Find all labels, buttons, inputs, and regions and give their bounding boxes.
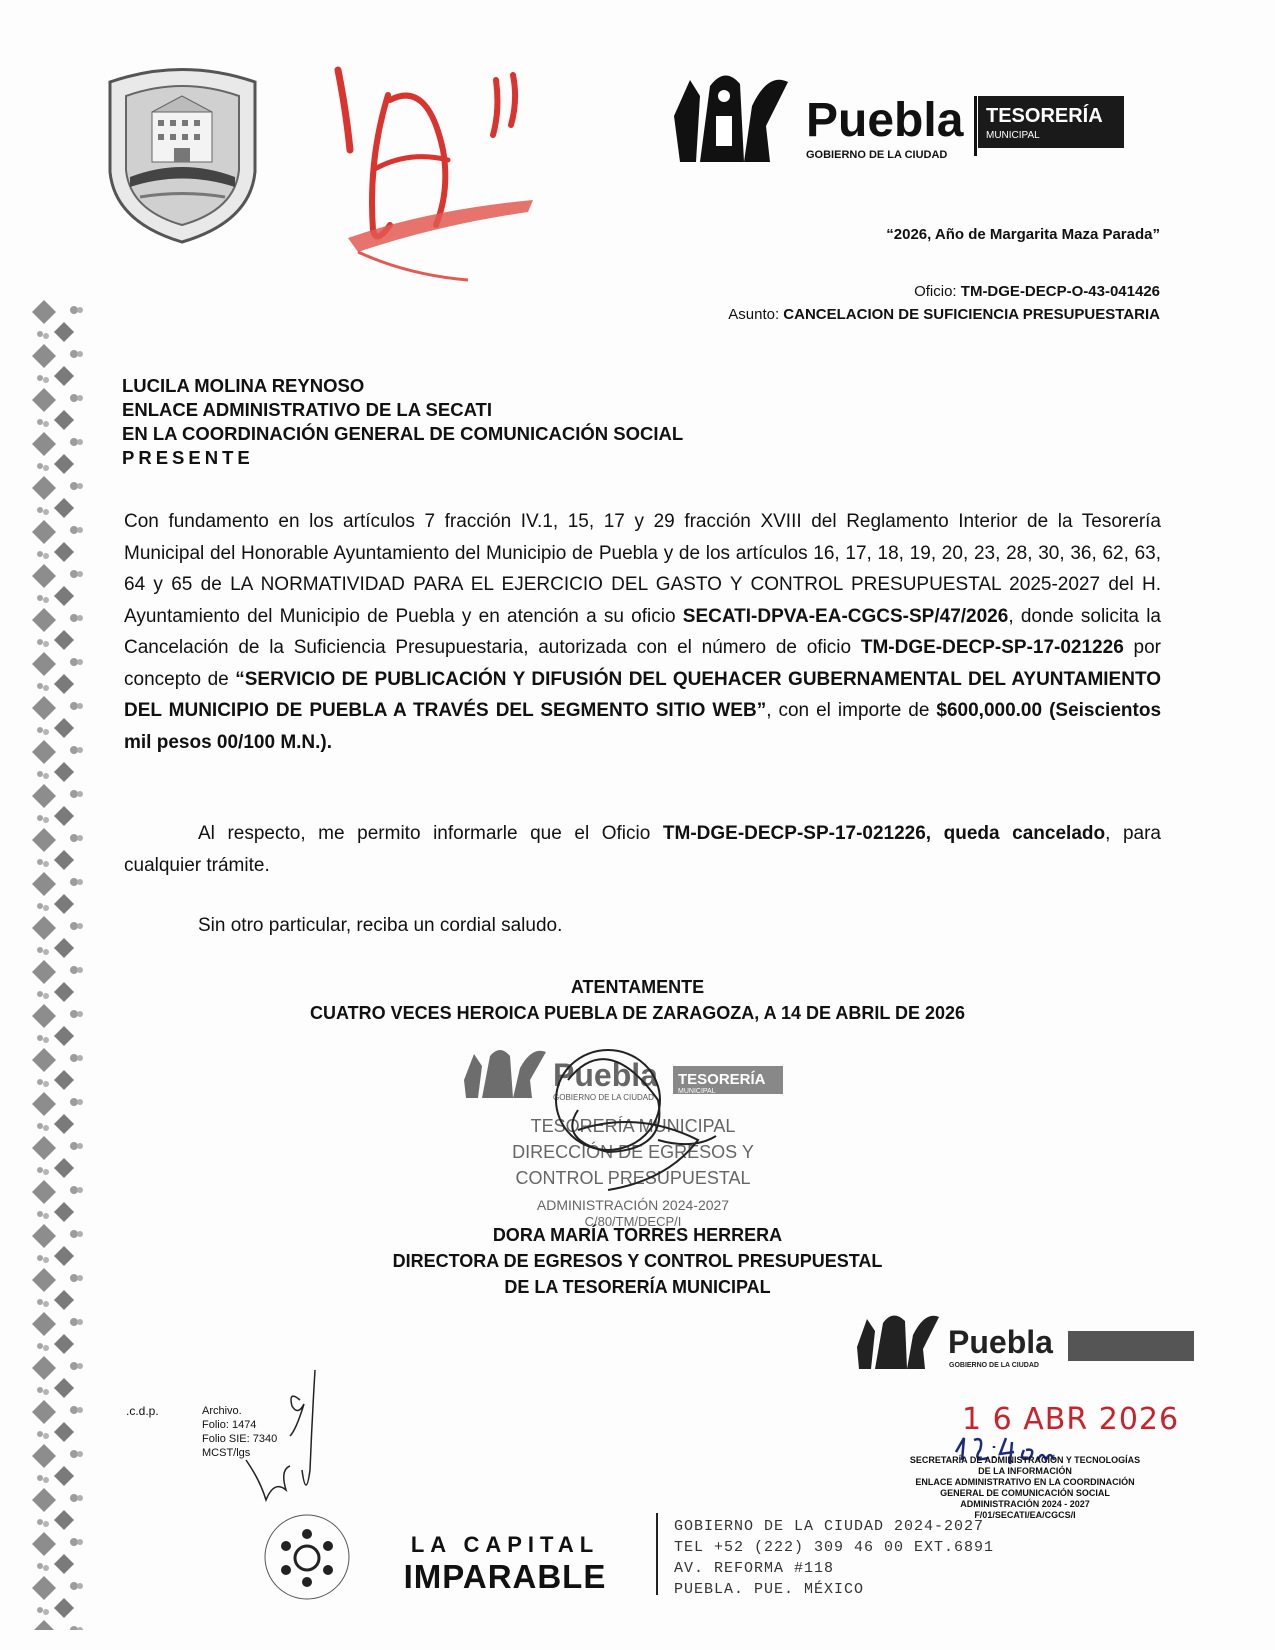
handwritten-mark-text	[318, 40, 319, 41]
signer-title-2: DE LA TESORERÍA MUNICIPAL	[504, 1277, 771, 1297]
footer-divider	[656, 1513, 658, 1595]
border-ornament	[32, 784, 83, 826]
logo-city: Puebla	[806, 94, 964, 147]
receipt-line-4: GENERAL DE COMUNICACIÓN SOCIAL	[940, 1488, 1110, 1498]
puebla-tesoreria-logo	[670, 66, 1130, 170]
receipt-logo-city: Puebla	[948, 1324, 1053, 1360]
receipt-line-5: ADMINISTRACIÓN 2024 - 2027	[960, 1499, 1090, 1509]
receipt-line-2: DE LA INFORMACIÓN	[978, 1466, 1072, 1476]
border-ornament	[32, 1400, 83, 1442]
tesoreria-stamp	[458, 1040, 818, 1240]
p1-text-a: Con fundamento en los artículos 7 fracción IV.1, 15, 17 y 29 fracción XVIII del Reglamento Interior de la Tesorería Municipal del Honorable Ayuntamiento del Municipio de Puebla y de los artículos 16, 17, 18, 19, 20, 23, 28, 30, 36, 62, 63, 64 y 65 de LA NORMATIVIDAD PARA EL EJERCICIO DEL GASTO Y CONTROL PRESUPUESTAL 2025-2027 del H. Ayuntamiento del Municipio de Puebla y en atención a su oficio	[124, 511, 1161, 627]
border-ornament	[32, 652, 83, 694]
footer-address-1: GOBIERNO DE LA CIUDAD 2024-2027	[674, 1518, 985, 1535]
border-ornament	[32, 1356, 83, 1398]
border-ornament	[32, 1620, 83, 1630]
closing-line-2: CUATRO VECES HEROICA PUEBLA DE ZARAGOZA, A 14 DE ABRIL DE 2026	[309, 1003, 966, 1023]
logo-sub: MUNICIPAL	[986, 130, 1040, 141]
city-seal	[100, 62, 265, 247]
border-ornament	[32, 740, 83, 782]
p1-amount: $600,000.00	[936, 700, 1043, 721]
p1-text-b: , donde solicita la Cancelación de la Suficiencia Presupuestaria, autorizada con el número de oficio	[124, 605, 1161, 658]
stamp-logo-city: Puebla	[553, 1057, 658, 1093]
p1-text-d: , con el importe de	[766, 700, 937, 721]
stamp-logo-sub: MUNICIPAL	[678, 1088, 716, 1095]
border-ornament	[32, 344, 83, 386]
oficio-label: Oficio:	[914, 283, 957, 300]
stamp-line-4: ADMINISTRACIÓN 2024-2027	[536, 1197, 730, 1213]
initials-signature	[240, 1360, 350, 1510]
stamp-line-5: C/80/TM/DECP/I	[584, 1214, 682, 1229]
receipt-time-text	[950, 1430, 951, 1431]
addressee-role-2: EN LA COORDINACIÓN GENERAL DE COMUNICACIÓN SOCIAL	[122, 423, 684, 444]
border-ornament	[32, 300, 83, 342]
body-paragraph-1	[124, 506, 1161, 758]
border-ornament	[32, 872, 83, 914]
stamp-logo-gov: GOBIERNO DE LA CIUDAD	[553, 1093, 654, 1102]
addressee-role-1: ENLACE ADMINISTRATIVO DE LA SECATI	[122, 399, 492, 420]
folio: Folio: 1474	[202, 1419, 257, 1431]
p1-amount-text: (Seiscientos mil pesos 00/100 M.N.).	[124, 700, 1162, 753]
receipt-logo-gov: GOBIERNO DE LA CIUDAD	[949, 1362, 1039, 1369]
receipt-logo	[853, 1307, 1198, 1377]
border-ornament	[32, 1092, 83, 1134]
footer-address	[674, 1516, 994, 1600]
logo-department: TESORERÍA	[986, 105, 1103, 127]
p1-concept: “SERVICIO DE PUBLICACIÓN Y DIFUSIÓN DEL QUEHACER GUBERNAMENTAL DEL AYUNTAMIENTO DEL MUNICIPIO DE PUEBLA A TRAVÉS DEL SEGMENTO SITIO WEB”	[124, 668, 1161, 721]
p2-text-a: Al respecto, me permito informarle que el Oficio	[198, 823, 663, 844]
p2-text-b: , para cualquier trámite.	[124, 823, 1161, 876]
border-ornament	[32, 1312, 83, 1354]
addressee-block	[122, 374, 683, 470]
stamp-line-1: TESORERÍA MUNICIPAL	[530, 1116, 736, 1136]
logo-government: GOBIERNO DE LA CIUDAD	[806, 149, 948, 161]
receipt-text-block	[870, 1455, 1180, 1521]
border-ornament	[32, 1532, 83, 1574]
border-ornament	[32, 476, 83, 518]
archive-label: Archivo.	[202, 1405, 242, 1417]
p1-oficio: TM-DGE-DECP-SP-17-021226	[860, 637, 1124, 658]
equality-norm-badge	[262, 1512, 352, 1602]
stamp-line-2: DIRECCIÓN DE EGRESOS Y	[512, 1142, 754, 1162]
addressee-name: LUCILA MOLINA REYNOSO	[122, 375, 365, 396]
border-ornament	[32, 1488, 83, 1530]
signer-block	[0, 1222, 1275, 1300]
border-ornament	[32, 564, 83, 606]
slogan-line-2: IMPARABLE	[403, 1558, 607, 1595]
border-ornament	[32, 696, 83, 738]
oficio-number: TM-DGE-DECP-O-43-041426	[960, 283, 1160, 300]
p1-text-c: por concepto de	[124, 637, 1161, 690]
slogan-line-1: LA CAPITAL	[410, 1532, 600, 1557]
asunto-label: Asunto:	[728, 306, 780, 323]
oficio-block	[728, 280, 1160, 326]
border-ornament	[32, 916, 83, 958]
border-ornament	[32, 432, 83, 474]
ccp-label: .c.d.p.	[126, 1404, 159, 1418]
footer-address-2: TEL +52 (222) 309 46 00 EXT.6891	[674, 1539, 995, 1556]
body-paragraph-3: Sin otro particular, reciba un cordial saludo.	[198, 915, 563, 936]
addressee-present: PRESENTE	[122, 447, 254, 468]
decorative-border	[30, 300, 90, 1630]
border-ornament	[32, 388, 83, 430]
border-ornament	[32, 828, 83, 870]
receipt-line-3: ENLACE ADMINISTRATIVO EN LA COORDINACIÓN	[915, 1477, 1135, 1487]
footer-address-3: AV. REFORMA #118	[674, 1560, 835, 1577]
asunto-value: CANCELACION DE SUFICIENCIA PRESUPUESTARIA	[783, 306, 1160, 323]
handwritten-mark	[318, 40, 558, 290]
badge-text	[262, 1512, 263, 1513]
initials-code: MCST/lgs	[202, 1447, 251, 1459]
p2-bold: TM-DGE-DECP-SP-17-021226, queda cancelado	[662, 823, 1106, 844]
border-ornament	[32, 520, 83, 562]
border-ornament	[32, 1136, 83, 1178]
year-motto: “2026, Año de Margarita Maza Parada”	[886, 226, 1160, 243]
receipt-date: 1 6 ABR 2026	[962, 1402, 1180, 1437]
signer-name: DORA MARÍA TORRES HERRERA	[492, 1225, 783, 1245]
slogan	[370, 1528, 640, 1598]
footer-address-4: PUEBLA. PUE. MÉXICO	[674, 1581, 865, 1598]
border-ornament	[32, 1048, 83, 1090]
stamp-logo-dept: TESORERÍA	[678, 1071, 766, 1088]
stamp-line-3: CONTROL PRESUPUESTAL	[515, 1168, 751, 1188]
body-paragraph-2	[124, 818, 1161, 881]
receipt-line-6: F/01/SECATI/EA/CGCS/I	[974, 1510, 1076, 1520]
signer-title-1: DIRECTORA DE EGRESOS Y CONTROL PRESUPUESTAL	[392, 1251, 883, 1271]
border-ornament	[32, 1576, 83, 1618]
closing-line-1: ATENTAMENTE	[570, 977, 705, 997]
border-ornament	[32, 1180, 83, 1222]
receipt-line-1: SECRETARÍA DE ADMINISTRACIÓN Y TECNOLOGÍAS	[909, 1455, 1141, 1465]
seal-inscription	[100, 62, 101, 63]
border-ornament	[32, 608, 83, 650]
closing-block	[0, 974, 1275, 1026]
border-ornament	[32, 1444, 83, 1486]
folio-sie: Folio SIE: 7340	[202, 1433, 278, 1445]
p1-reference: SECATI-DPVA-EA-CGCS-SP/47/2026	[682, 605, 1009, 627]
